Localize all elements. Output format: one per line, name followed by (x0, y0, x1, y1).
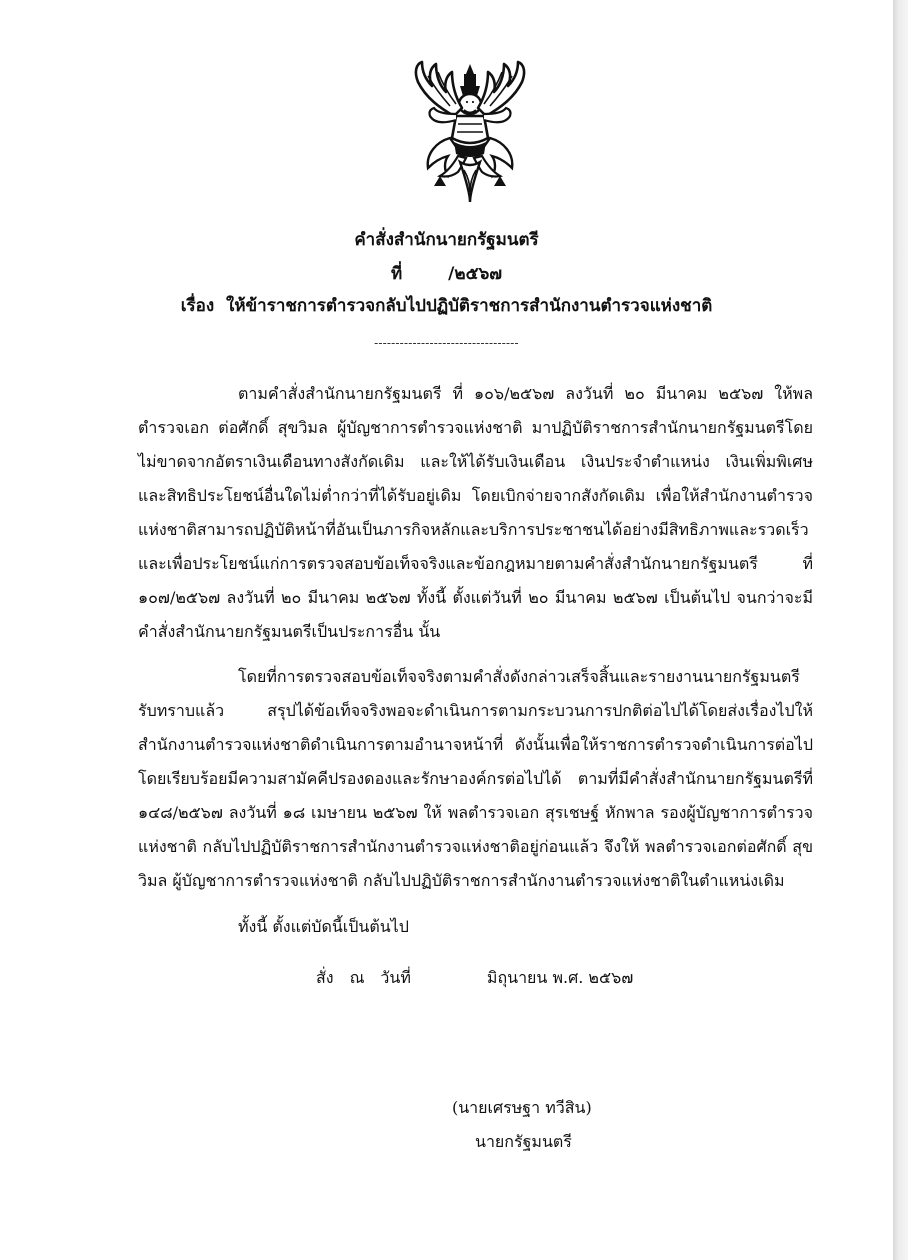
paragraph-text: โดยที่การตรวจสอบข้อเท็จจริงตามคำสั่งดังกล่าวเสร็จสิ้นและรายงานนายกรัฐมนตรีรับทราบแล้ว สรุปได้ข้อเท็จจริงพอจะดำเนินการตามกระบวนการปกติต่อไปได้โดยส่งเรื่องไปให้สำนักงานตำรวจแห่งชาติดำเนินการตามอำนาจหน้าที่ ดังนั้นเพื่อให้ราชการตำรวจดำเนินการต่อไปโดยเรียบร้อยมีความสามัคคีปรองดองและรักษาองค์กรต่อไปได้ ตามที่มีคำสั่งสำนักนายกรัฐมนตรีที่ ๑๔๘/๒๕๖๗ ลงวันที่ ๑๘ เมษายน ๒๕๖๗ ให้ พลตำรวจเอก สุรเชษฐ์ หักพาล รองผู้บัญชาการตำรวจแห่งชาติ กลับไปปฏิบัติราชการสำนักงานตำรวจแห่งชาติอยู่ก่อนแล้ว จึงให้ พลตำรวจเอกต่อศักดิ์ สุขวิมล ผู้บัญชาการตำรวจแห่งชาติ กลับไปปฏิบัติราชการสำนักงานตำรวจแห่งชาติในตำแหน่งเดิม (138, 667, 813, 890)
document-number (0, 260, 893, 287)
number-value: /๒๕๖๗ (448, 264, 503, 284)
order-na: ณ (349, 968, 365, 987)
paragraph-3 (138, 910, 813, 944)
subject-text: ให้ข้าราชการตำรวจกลับไปปฏิบัติราชการสำนักงานตำรวจแห่งชาติ (226, 296, 713, 316)
order-date-line (316, 966, 633, 991)
document-title: คำสั่งสำนักนายกรัฐมนตรี (354, 230, 539, 250)
number-label: ที่ (390, 264, 403, 284)
paragraph-text: ตามคำสั่งสำนักนายกรัฐมนตรี ที่ ๑๐๖/๒๕๖๗ ลงวันที่ ๒๐ มีนาคม ๒๕๖๗ ให้พลตำรวจเอก ต่อศักดิ์ สุขวิมล ผู้บัญชาการตำรวจแห่งชาติ มาปฏิบัติราชการสำนักนายกรัฐมนตรีโดยไม่ขาดจากอัตราเงินเดือนทางสังกัดเดิม และให้ได้รับเงินเดือน เงินประจำตำแหน่ง เงินเพิ่มพิเศษ และสิทธิประโยชน์อื่นใดไม่ต่ำกว่าที่ได้รับอยู่เดิม โดยเบิกจ่ายจากสังกัดเดิม เพื่อให้สำนักงานตำรวจแห่งชาติสามารถปฏิบัติหน้าที่อันเป็นภารกิจหลักและบริการประชาชนได้อย่างมีสิทธิภาพและรวดเร็ว และเพื่อประโยชน์แก่การตรวจสอบข้อเท็จจริงและข้อกฎหมายตามคำสั่งสำนักนายกรัฐมนตรี ที่ ๑๐๗/๒๕๖๗ ลงวันที่ ๒๐ มีนาคม ๒๕๖๗ ทั้งนี้ ตั้งแต่วันที่ ๒๐ มีนาคม ๒๕๖๗ เป็นต้นไป จนกว่าจะมีคำสั่งสำนักนายกรัฐมนตรีเป็นประการอื่น นั้น (138, 384, 813, 641)
paragraph-text: ทั้งนี้ ตั้งแต่บัดนี้เป็นต้นไป (238, 917, 409, 936)
signer-name: (นายเศรษฐา ทวีสิน) (452, 1098, 592, 1117)
order-date-label: วันที่ (380, 968, 411, 987)
signer-position: นายกรัฐมนตรี (475, 1132, 572, 1151)
subject-label: เรื่อง (180, 296, 215, 316)
garuda-emblem (400, 58, 540, 208)
paragraph-2 (138, 660, 813, 898)
order-label: สั่ง (316, 968, 334, 987)
page-edge-shadow (893, 0, 908, 1260)
paragraph-1 (138, 377, 813, 649)
document-subject (0, 292, 893, 319)
order-date: มิถุนายน พ.ศ. ๒๕๖๗ (486, 968, 634, 987)
divider-line: ---------------------------------- (374, 336, 519, 350)
